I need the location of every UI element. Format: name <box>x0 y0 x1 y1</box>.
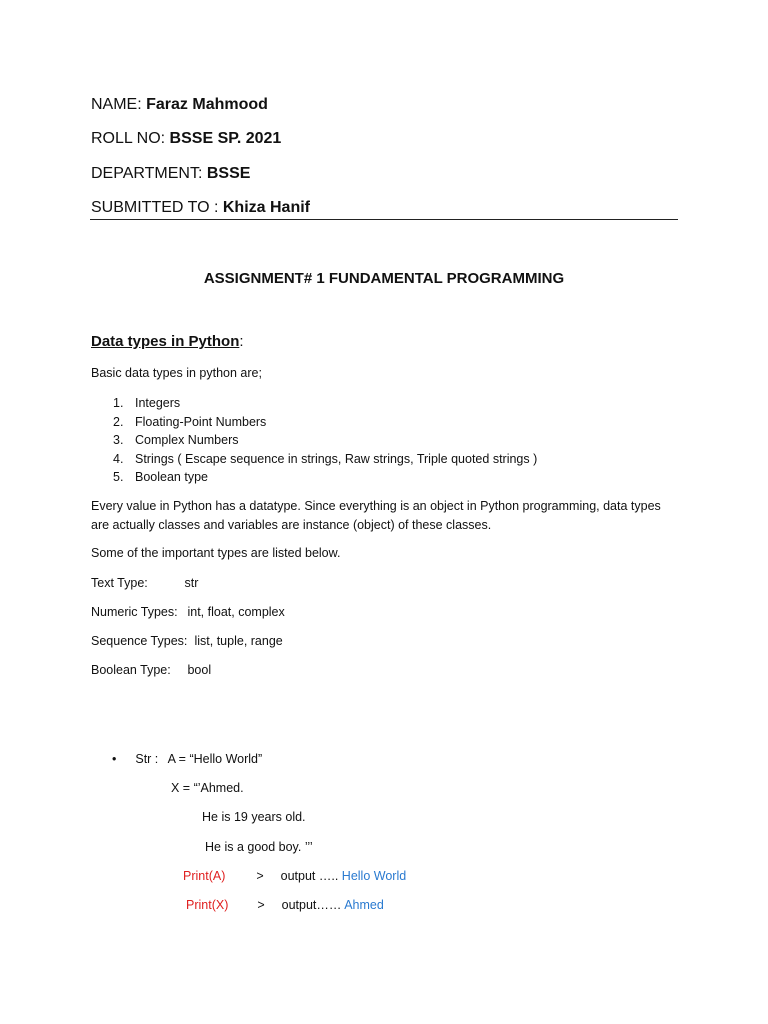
type-row <box>91 663 211 677</box>
section-heading-text: Data types in Python <box>91 333 240 350</box>
type-row <box>91 634 283 648</box>
list-item <box>113 450 537 469</box>
list-item-text: Floating-Point Numbers <box>135 414 267 429</box>
list-item <box>113 394 537 413</box>
type-value: str <box>184 576 199 590</box>
data-types-list <box>113 394 537 487</box>
code-line-boy: He is a good boy. ’’’ <box>205 840 313 854</box>
submitted-line <box>91 199 310 217</box>
roll-line <box>91 130 281 148</box>
name-label: NAME: <box>91 96 142 113</box>
types-intro: Some of the important types are listed below. <box>91 546 341 560</box>
type-row <box>91 605 285 619</box>
print-x-call: Print(X) <box>186 898 229 912</box>
str-label: Str : <box>135 752 159 766</box>
list-item-number: 4. <box>113 451 124 466</box>
type-label: Sequence Types: <box>91 634 188 648</box>
str-example-bullet <box>112 752 262 766</box>
code-line-a: A = “Hello World” <box>167 752 263 766</box>
list-item <box>113 468 537 487</box>
code-line-x: X = “’Ahmed. <box>171 781 244 795</box>
datatype-paragraph: Every value in Python has a datatype. Since everything is an object in Python programming, data types are actually classes and variables are instance (object) of these classes. <box>91 499 661 532</box>
type-label: Numeric Types: <box>91 605 178 619</box>
print-x-line <box>186 898 384 912</box>
department-line <box>91 165 250 183</box>
roll-value: BSSE SP. 2021 <box>169 130 282 147</box>
department-label: DEPARTMENT: <box>91 165 203 182</box>
name-line <box>91 96 268 114</box>
print-a-line <box>183 869 406 883</box>
submitted-label: SUBMITTED TO : <box>91 199 219 216</box>
type-label: Text Type: <box>91 576 148 590</box>
type-row <box>91 576 198 590</box>
submitted-value: Khiza Hanif <box>222 199 310 216</box>
list-item-number: 2. <box>113 414 124 429</box>
print-x-output-label: output…… <box>281 898 342 912</box>
list-item-number: 5. <box>113 470 124 485</box>
print-x-arrow: > <box>257 898 265 912</box>
bullet-icon: • <box>112 752 117 766</box>
list-item-number: 3. <box>113 433 124 448</box>
print-a-call: Print(A) <box>183 869 226 883</box>
list-item-text: Integers <box>135 396 181 410</box>
header-divider <box>90 219 678 220</box>
type-value: int, float, complex <box>187 605 285 619</box>
type-value: bool <box>187 663 212 677</box>
list-item-text: Complex Numbers <box>135 433 239 448</box>
print-a-output-value: Hello World <box>341 869 407 883</box>
list-item <box>113 413 537 432</box>
code-line-age: He is 19 years old. <box>202 810 306 824</box>
name-value: Faraz Mahmood <box>146 96 268 113</box>
roll-label: ROLL NO: <box>91 130 166 147</box>
assignment-title: ASSIGNMENT# 1 FUNDAMENTAL PROGRAMMING <box>203 270 565 287</box>
intro-text: Basic data types in python are; <box>91 366 262 380</box>
list-item-text: Boolean type <box>135 470 208 485</box>
print-x-output-value: Ahmed <box>344 898 384 912</box>
print-a-output-label: output ….. <box>280 869 339 883</box>
type-label: Boolean Type: <box>91 663 171 677</box>
list-item <box>113 431 537 450</box>
list-item-text: Strings ( Escape sequence in strings, Raw strings, Triple quoted strings ) <box>135 451 538 466</box>
section-heading-colon: : <box>239 333 244 350</box>
section-heading <box>91 333 244 350</box>
print-a-arrow: > <box>256 869 264 883</box>
list-item-number: 1. <box>113 396 124 410</box>
department-value: BSSE <box>206 165 251 182</box>
type-value: list, tuple, range <box>194 634 283 648</box>
